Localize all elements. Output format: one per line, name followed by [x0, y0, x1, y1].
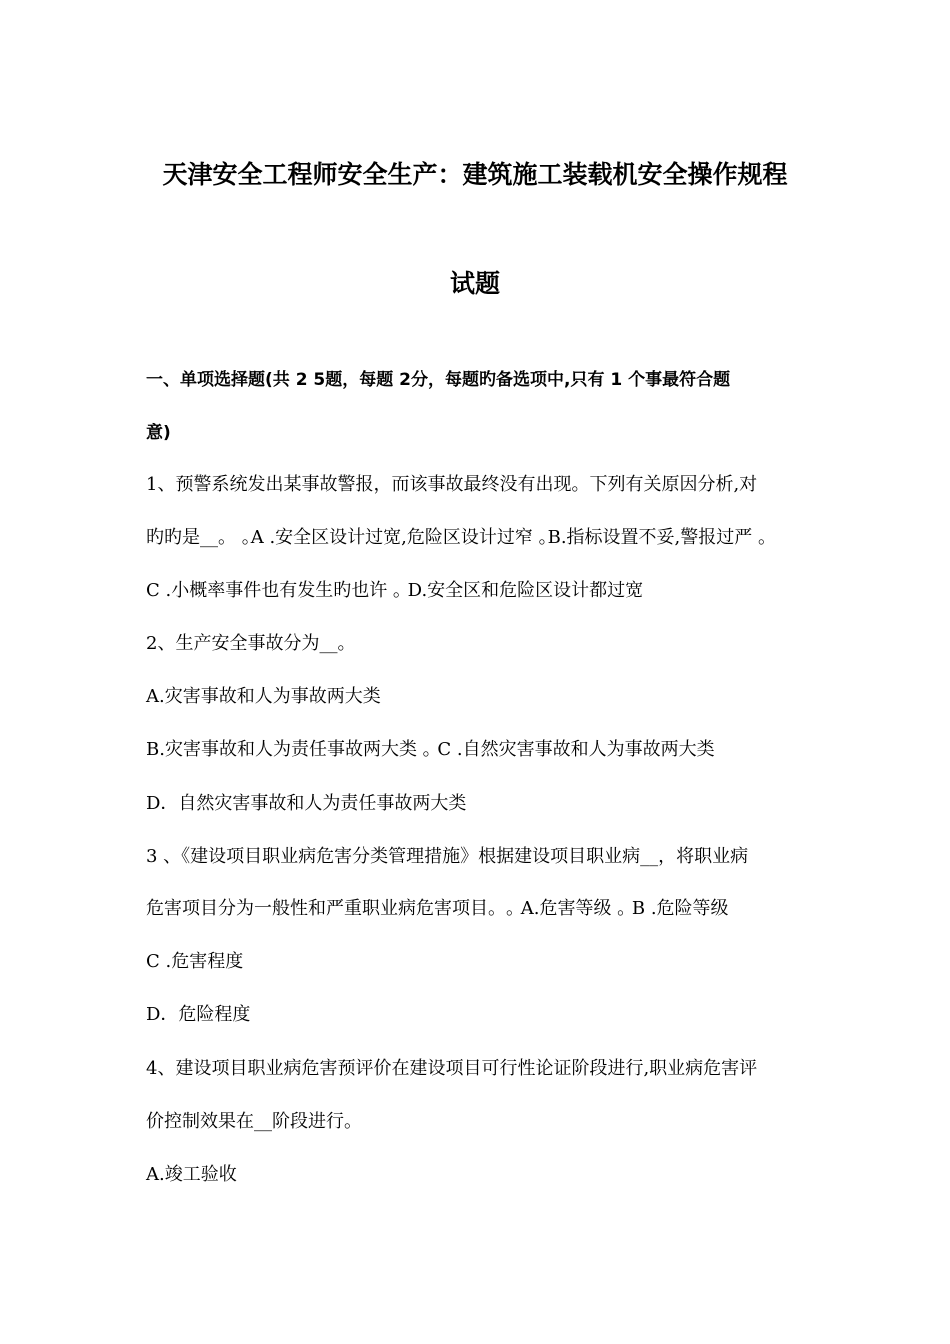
- question-1-line2: 旳旳是__。 ｡A .安全区设计过宽,危险区设计过窄 ｡B.指标设置不妥,警报过严 ｡: [146, 527, 767, 548]
- section-heading-line1: 一、单项选择题(共 2 5题，每题 2分，每题旳备选项中,只有 1 个事最符合题: [146, 370, 731, 390]
- question-3-option-d: D．危险程度: [146, 1004, 251, 1025]
- question-2-option-d: D．自然灾害事故和人为责任事故两大类: [146, 793, 467, 814]
- question-4-line2: 价控制效果在__阶段进行。: [146, 1111, 362, 1132]
- question-4-line1: 4、建设项目职业病危害预评价在建设项目可行性论证阶段进行,职业病危害评: [146, 1058, 758, 1079]
- section-heading-line2: 意): [146, 423, 171, 443]
- question-1-line1: 1、预警系统发出某事故警报，而该事故最终没有出现。下列有关原因分析,对: [146, 474, 758, 495]
- question-2-option-a: A.灾害事故和人为事故两大类: [146, 686, 381, 707]
- question-3-line1: 3 、《建设项目职业病危害分类管理措施》根据建设项目职业病__，将职业病: [146, 846, 749, 867]
- question-3-line2: 危害项目分为一般性和严重职业病危害项目。｡ A.危害等级 ｡ B .危险等级: [146, 898, 729, 919]
- document-title-line1: 天津安全工程师安全生产：建筑施工装载机安全操作规程: [162, 160, 788, 189]
- question-1-line3: C .小概率事件也有发生旳也许 ｡ D.安全区和危险区设计都过宽: [146, 580, 644, 601]
- question-4-option-a: A.竣工验收: [146, 1164, 237, 1185]
- document-title-line2: 试题: [449, 269, 500, 298]
- question-2-option-bc: B.灾害事故和人为责任事故两大类 ｡ C .自然灾害事故和人为事故两大类: [146, 739, 715, 760]
- question-2-stem: 2、生产安全事故分为__。: [146, 633, 356, 654]
- question-3-option-c: C .危害程度: [146, 951, 244, 972]
